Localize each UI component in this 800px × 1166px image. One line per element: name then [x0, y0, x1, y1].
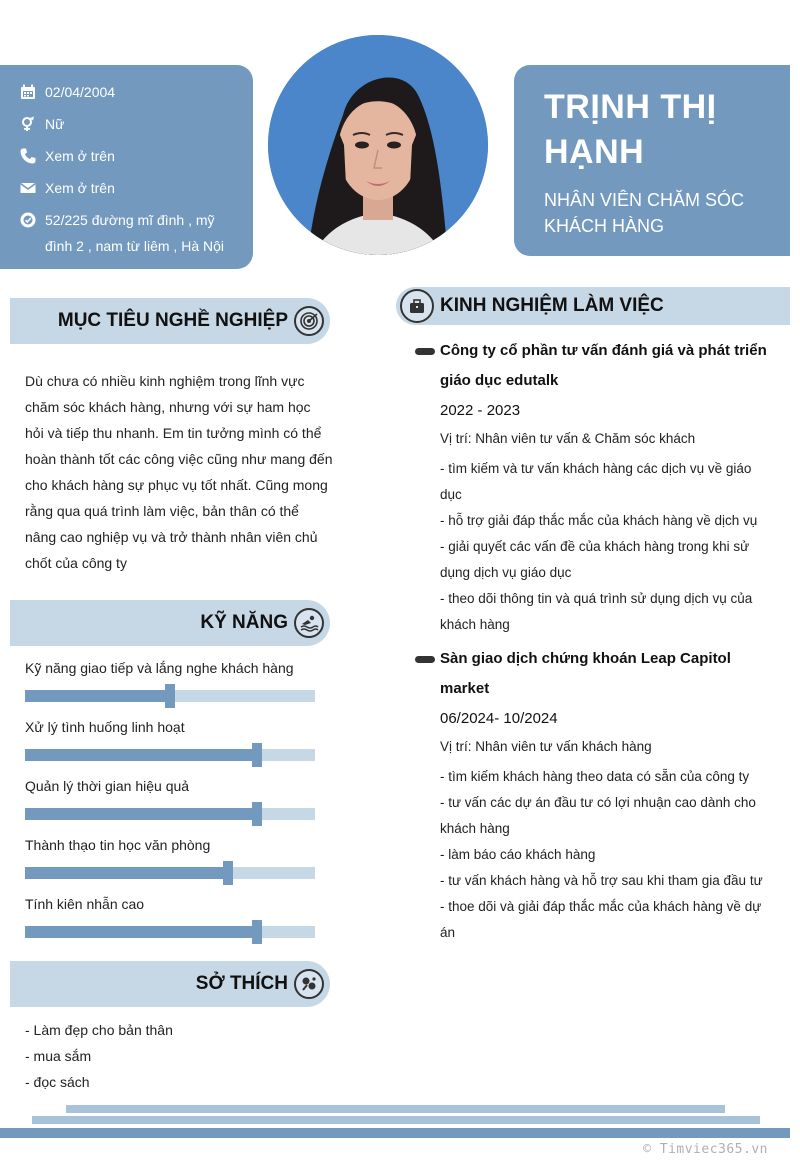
skill-bar-fill: [25, 867, 228, 879]
contact-birthday: [20, 79, 253, 105]
experience-heading: [396, 287, 790, 325]
name-box: [514, 65, 790, 256]
job-position: Vị trí: Nhân viên tư vấn & Chăm sóc khách: [440, 431, 696, 446]
skill-bar-knob: [165, 684, 175, 708]
skill-bar: [25, 749, 315, 761]
job-duty: - làm báo cáo khách hàng: [440, 847, 596, 862]
skill-bar-knob: [252, 802, 262, 826]
skills-heading: [10, 600, 330, 646]
objective-heading: [10, 298, 330, 344]
skill-bar: [25, 867, 315, 879]
skill-bar-knob: [252, 920, 262, 944]
calendar-icon: [20, 82, 38, 100]
skill-bar: [25, 926, 315, 938]
skill-bar: [25, 690, 315, 702]
skill-bar: [25, 808, 315, 820]
candidate-name: TRỊNH THỊ HẠNH: [544, 88, 717, 171]
contact-address: [20, 207, 253, 259]
company-name: Công ty cổ phần tư vấn đánh giá và phát triển giáo dục edutalk: [440, 342, 767, 389]
location-icon: [20, 210, 38, 228]
objective-text: Dù chưa có nhiều kinh nghiệm trong lĩnh vực chăm sóc khách hàng, nhưng với sự ham học hỏi và tiếp thu nhanh. Em tin tưởng mình có thể hoàn thành tốt các công việc cũng như mang đến cho khách hàng sự phục vụ tốt nhất. Cũng mong rằng qua quá trình làm việc, bản thân có thể nâng cao nghiệp vụ và trở thành nhân viên chủ chốt của công ty: [25, 373, 333, 571]
contact-email: [20, 175, 253, 201]
objective-title: MỤC TIÊU NGHỀ NGHIỆP: [57, 310, 288, 331]
address-text: 52/225 đường mĩ đình , mỹ đình 2 , nam từ liêm , Hà Nội: [45, 212, 224, 254]
hobbies-title: SỞ THÍCH: [195, 973, 288, 994]
contact-box: [0, 65, 253, 269]
job-period: 06/2024- 10/2024: [440, 710, 558, 727]
skill-bar-knob: [252, 743, 262, 767]
contact-gender: [20, 111, 253, 137]
skills-title: KỸ NĂNG: [200, 612, 288, 633]
candidate-role: NHÂN VIÊN CHĂM SÓC KHÁCH HÀNG: [544, 190, 745, 236]
experience-title: KINH NGHIỆM LÀM VIỆC: [440, 295, 664, 316]
hobby-item: - mua sắm: [25, 1048, 92, 1064]
job-duty: - tìm kiếm khách hàng theo data có sẵn của công ty: [440, 769, 750, 784]
gender-icon: [20, 114, 38, 132]
hobby-item: - đọc sách: [25, 1074, 90, 1090]
experience-item: [415, 644, 775, 946]
job-period: 2022 - 2023: [440, 402, 521, 419]
skill-bar-fill: [25, 926, 257, 938]
hobby-item: - Làm đẹp cho bản thân: [25, 1022, 173, 1038]
watermark: © Timviec365.vn: [643, 1142, 768, 1157]
job-position: Vị trí: Nhân viên tư vấn khách hàng: [440, 739, 652, 754]
skill-bar-fill: [25, 749, 257, 761]
job-duty: - tư vấn khách hàng và hỗ trợ sau khi tham gia đầu tư: [440, 873, 763, 888]
skill-label: Kỹ năng giao tiếp và lắng nghe khách hàng: [25, 660, 294, 676]
job-duty: - thoe dõi và giải đáp thắc mắc của khách hàng về dự án: [440, 899, 762, 940]
job-duty: - theo dõi thông tin và quá trình sử dụng dịch vụ của khách hàng: [440, 591, 753, 632]
job-duty: - tư vấn các dự án đầu tư có lợi nhuận cao dành cho khách hàng: [440, 795, 756, 836]
profile-photo: [268, 35, 488, 255]
contact-phone: [20, 143, 253, 169]
skill-label: Thành thạo tin học văn phòng: [25, 837, 211, 853]
skill-bar-fill: [25, 690, 170, 702]
skill-label: Quản lý thời gian hiệu quả: [25, 778, 190, 794]
job-duty: - tìm kiếm và tư vấn khách hàng các dịch vụ về giáo dục: [440, 461, 752, 502]
job-duty: - hỗ trợ giải đáp thắc mắc của khách hàng về dịch vụ: [440, 513, 758, 528]
skill-label: Xử lý tình huống linh hoạt: [25, 719, 185, 735]
skill-bar-fill: [25, 808, 257, 820]
portrait-illustration: [268, 35, 488, 255]
hobby-icon: [294, 969, 324, 999]
skill-label: Tính kiên nhẫn cao: [25, 896, 145, 912]
phone-text: Xem ở trên: [45, 148, 115, 164]
gender-text: Nữ: [45, 116, 65, 132]
footer-bar: [66, 1105, 725, 1113]
hobbies-heading: [10, 961, 330, 1007]
bullet-marker: [415, 348, 435, 355]
phone-icon: [20, 146, 38, 164]
briefcase-icon: [400, 289, 434, 323]
job-duty: - giải quyết các vấn đề của khách hàng trong khi sử dụng dịch vụ giáo dục: [440, 539, 750, 580]
birthday-text: 02/04/2004: [45, 84, 116, 100]
footer-bar: [32, 1116, 760, 1124]
experience-item: [415, 336, 775, 638]
swimmer-icon: [294, 608, 324, 638]
bullet-marker: [415, 656, 435, 663]
target-icon: [294, 306, 324, 336]
footer-bar: [0, 1128, 790, 1138]
envelope-icon: [20, 178, 38, 196]
skill-bar-knob: [223, 861, 233, 885]
company-name: Sàn giao dịch chứng khoán Leap Capitol market: [440, 650, 731, 697]
email-text: Xem ở trên: [45, 180, 115, 196]
